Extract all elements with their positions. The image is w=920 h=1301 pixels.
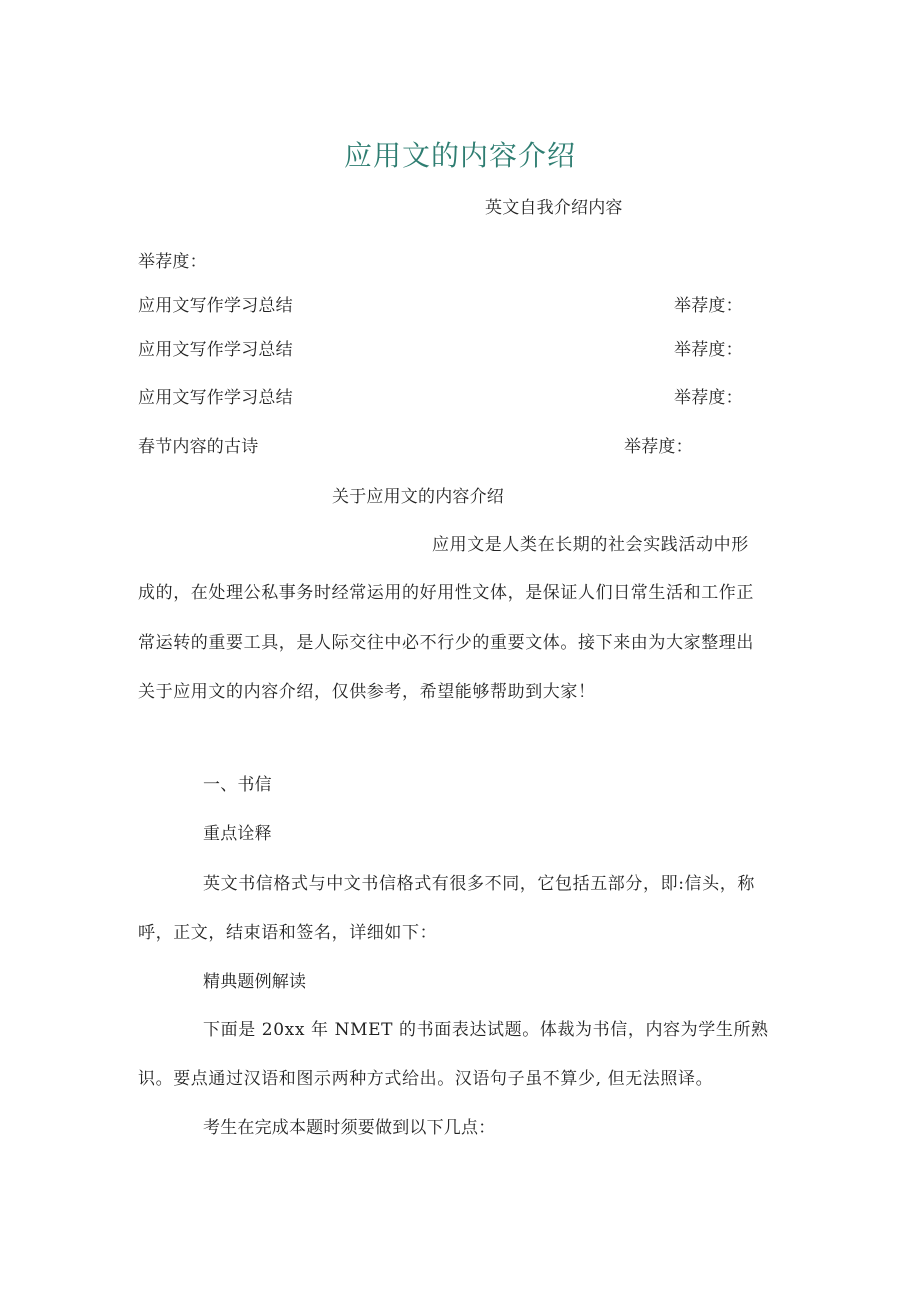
intro-line-1: 应用文是人类在长期的社会实践活动中形 [432, 535, 749, 555]
letter-format-line-2: 呼，正文，结束语和签名，详细如下： [138, 923, 438, 943]
list-item-3-recommend: 举荐度： [674, 388, 743, 408]
list-item-2-recommend: 举荐度： [674, 340, 743, 360]
intro-line-2: 成的，在处理公私事务时经常运用的好用性文体，是保证人们日常生活和工作正 [138, 583, 754, 603]
list-item-1-recommend: 举荐度： [674, 296, 743, 316]
list-item-4-text[interactable]: 春节内容的古诗 [138, 437, 259, 457]
intro-line-3: 常运转的重要工具，是人际交往中必不行少的重要文体。接下来由为大家整理出 [138, 633, 754, 653]
intro-line-4: 关于应用文的内容介绍，仅供参考，希望能够帮助到大家！ [138, 682, 596, 702]
example-text-line-2: 识。要点通过汉语和图示两种方式给出。汉语句子虽不算少, 但无法照译。 [138, 1069, 714, 1089]
list-item-3-text[interactable]: 应用文写作学习总结 [138, 388, 293, 408]
list-item-4-recommend: 举荐度： [624, 437, 693, 457]
subtitle: 英文自我介绍内容 [485, 198, 623, 218]
list-item-2-text[interactable]: 应用文写作学习总结 [138, 340, 293, 360]
example-text-line-1: 下面是 20xx 年 NMET 的书面表达试题。体裁为书信，内容为学生所熟 [203, 1020, 769, 1040]
section-heading: 关于应用文的内容介绍 [332, 487, 504, 507]
example-heading: 精典题例解读 [203, 972, 307, 992]
letter-format-line-1: 英文书信格式与中文书信格式有很多不同，它包括五部分，即:信头，称 [203, 874, 755, 894]
requirement-line: 考生在完成本题时须要做到以下几点： [203, 1118, 496, 1138]
part-one-heading: 一、书信 [203, 775, 272, 795]
key-points-heading: 重点诠释 [203, 824, 272, 844]
document-title: 应用文的内容介绍 [343, 139, 576, 172]
recommend-label: 举荐度： [138, 252, 207, 272]
list-item-1-text[interactable]: 应用文写作学习总结 [138, 296, 293, 316]
